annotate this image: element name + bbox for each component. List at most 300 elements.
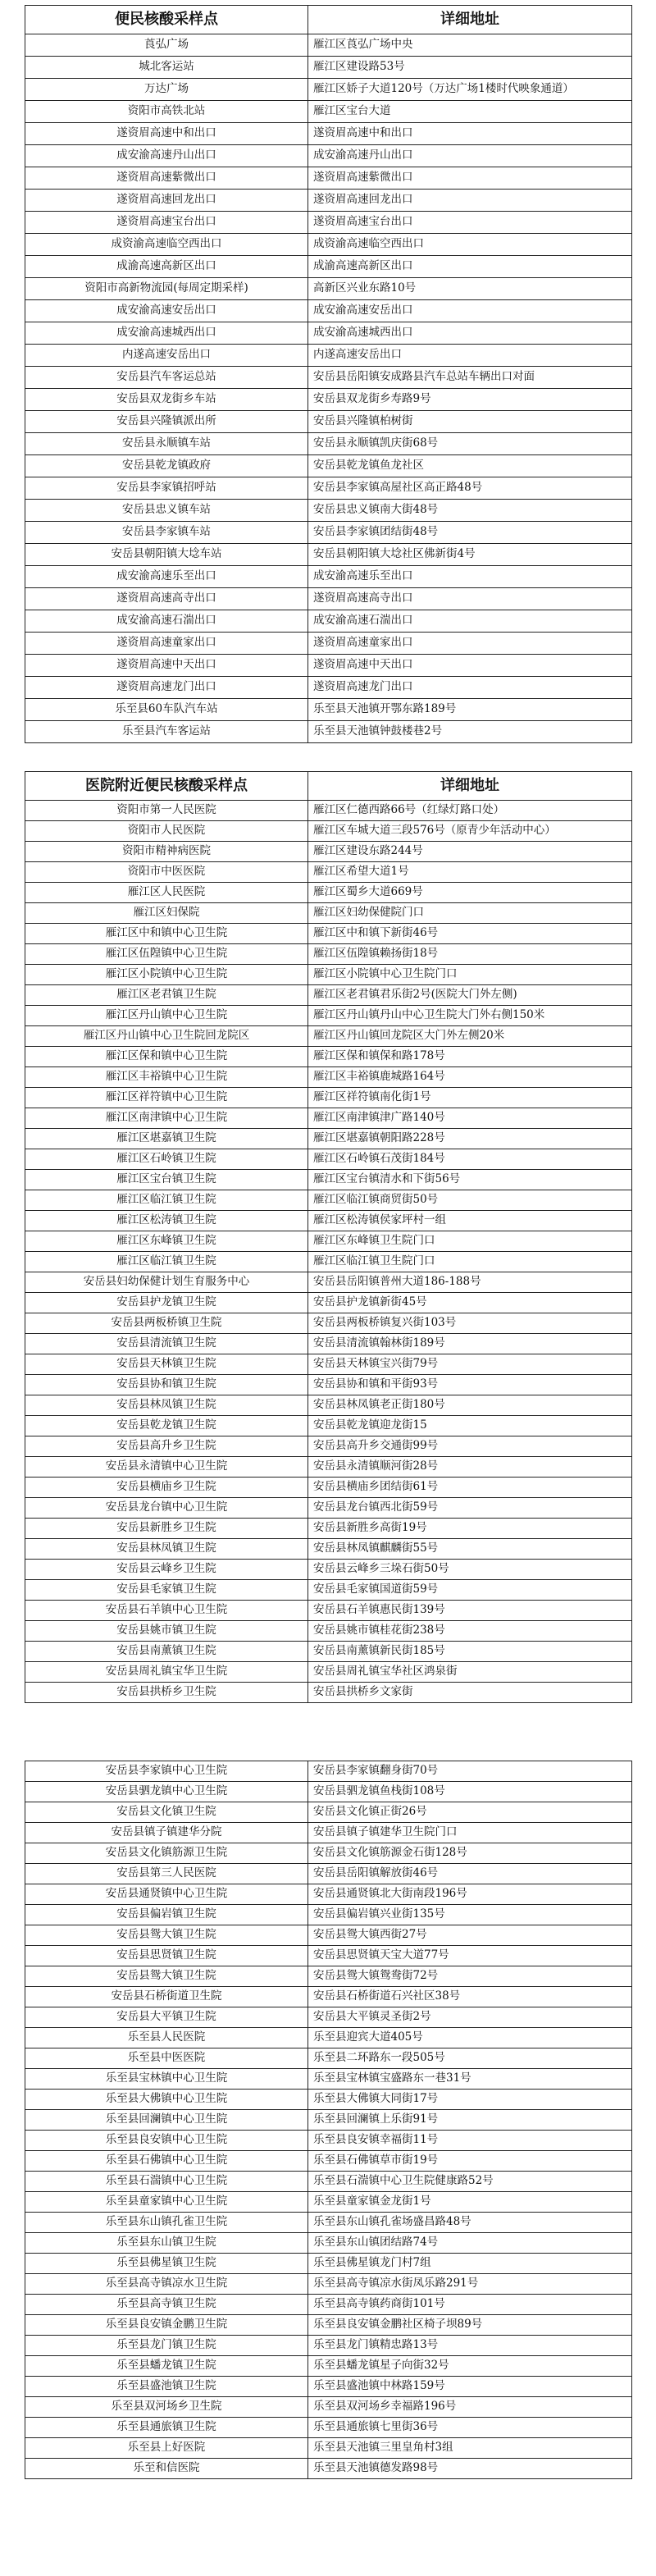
- site-name-cell: 安岳县李家镇车站: [25, 522, 308, 544]
- site-name-cell: 安岳县乾龙镇政府: [25, 455, 308, 477]
- site-name-cell: 乐至县60车队汽车站: [25, 699, 308, 721]
- site-name-cell: 资阳市人民医院: [25, 821, 308, 842]
- table-body: [25, 34, 632, 743]
- table-row: [25, 1864, 632, 1884]
- address-cell: 雁江区宝台大道: [308, 101, 632, 123]
- site-name-cell: 乐至县上好医院: [25, 2438, 308, 2459]
- site-name-cell: 乐至县良安镇中心卫生院: [25, 2131, 308, 2151]
- address-cell: 成安渝高速安岳出口: [308, 300, 632, 322]
- address-cell: 内遂高速安岳出口: [308, 345, 632, 367]
- site-name-cell: 安岳县石桥街道卫生院: [25, 1987, 308, 2007]
- table-row: [25, 655, 632, 677]
- site-name-cell: 雁江区小院镇中心卫生院: [25, 965, 308, 985]
- table-row: [25, 1026, 632, 1047]
- table-row: [25, 2110, 632, 2131]
- table-row: [25, 1211, 632, 1231]
- table-row: [25, 801, 632, 821]
- table-body: [25, 1761, 632, 2479]
- address-cell: 成渝高速高新区出口: [308, 256, 632, 278]
- table-row: [25, 1580, 632, 1601]
- site-name-cell: 安岳县永清镇中心卫生院: [25, 1457, 308, 1478]
- table-row: [25, 1560, 632, 1580]
- site-name-cell: 安岳县南薰镇卫生院: [25, 1642, 308, 1662]
- site-name-cell: 乐至县石湍镇中心卫生院: [25, 2172, 308, 2192]
- table-row: [25, 2295, 632, 2315]
- address-cell: 安岳县周礼镇宝华社区鸿泉街: [308, 1662, 632, 1683]
- table-body: [25, 801, 632, 1703]
- address-cell: 安岳县兴隆镇柏树街: [308, 411, 632, 433]
- site-name-cell: 安岳县第三人民医院: [25, 1864, 308, 1884]
- table-row: [25, 2090, 632, 2110]
- site-name-cell: 乐至县石佛镇中心卫生院: [25, 2151, 308, 2172]
- site-name-cell: 安岳县毛家镇卫生院: [25, 1580, 308, 1601]
- address-cell: 安岳县石桥街道石兴社区38号: [308, 1987, 632, 2007]
- table-row: [25, 1782, 632, 1802]
- site-name-cell: 雁江区人民医院: [25, 883, 308, 903]
- table-row: [25, 2315, 632, 2336]
- site-name-cell: 成安渝高速安岳出口: [25, 300, 308, 322]
- site-name-cell: 安岳县双龙街乡车站: [25, 389, 308, 411]
- table-row: [25, 367, 632, 389]
- site-name-cell: 安岳县横庙乡卫生院: [25, 1478, 308, 1498]
- address-cell: 遂资眉高速童家出口: [308, 633, 632, 655]
- address-cell: 安岳县镇子镇建华卫生院门口: [308, 1823, 632, 1843]
- site-name-cell: 安岳县兴隆镇派出所: [25, 411, 308, 433]
- table-row: [25, 1375, 632, 1395]
- address-cell: 安岳县新胜乡高街19号: [308, 1519, 632, 1539]
- table-row: [25, 699, 632, 721]
- table-row: [25, 1149, 632, 1170]
- table-3: [25, 1761, 632, 2479]
- site-name-cell: 成安渝高速丹山出口: [25, 145, 308, 167]
- table-row: [25, 1252, 632, 1272]
- column-header-address: 详细地址: [308, 6, 632, 34]
- site-name-cell: 安岳县李家镇招呼站: [25, 477, 308, 500]
- table-row: [25, 1498, 632, 1519]
- table-row: [25, 821, 632, 842]
- table-row: [25, 544, 632, 566]
- site-name-cell: 安岳县清流镇卫生院: [25, 1334, 308, 1354]
- address-cell: 乐至县高寺镇药商街101号: [308, 2295, 632, 2315]
- address-cell: 安岳县朝阳镇大埝社区佛新街4号: [308, 544, 632, 566]
- address-cell: 遂资眉高速紫微出口: [308, 167, 632, 190]
- site-name-cell: 乐至县宝林镇中心卫生院: [25, 2069, 308, 2090]
- address-cell: 雁江区东峰镇卫生院门口: [308, 1231, 632, 1252]
- table-row: [25, 1354, 632, 1375]
- address-cell: 安岳县云峰乡三垛石街50号: [308, 1560, 632, 1580]
- table-row: [25, 1395, 632, 1416]
- table-row: [25, 1272, 632, 1293]
- address-cell: 雁江区松涛镇侯家坪村一组: [308, 1211, 632, 1231]
- table-row: [25, 588, 632, 610]
- address-cell: 安岳县石羊镇惠民街139号: [308, 1601, 632, 1621]
- address-cell: 安岳县李家镇高屋社区高正路48号: [308, 477, 632, 500]
- table-row: [25, 1843, 632, 1864]
- site-name-cell: 成安渝高速城西出口: [25, 322, 308, 345]
- site-name-cell: 安岳县协和镇卫生院: [25, 1375, 308, 1395]
- site-name-cell: 雁江区丹山镇中心卫生院回龙院区: [25, 1026, 308, 1047]
- table-row: [25, 167, 632, 190]
- table-row: [25, 433, 632, 455]
- table-row: [25, 389, 632, 411]
- address-cell: 安岳县毛家镇国道街59号: [308, 1580, 632, 1601]
- address-cell: 雁江区丹山镇丹山中心卫生院大门外右侧150米: [308, 1006, 632, 1026]
- site-name-cell: 遂资眉高速中天出口: [25, 655, 308, 677]
- address-cell: 安岳县乾龙镇鱼龙社区: [308, 455, 632, 477]
- address-cell: 乐至县东山镇团结路74号: [308, 2233, 632, 2254]
- address-cell: 雁江区堪嘉镇朝阳路228号: [308, 1129, 632, 1149]
- table-row: [25, 2336, 632, 2356]
- table-row: [25, 522, 632, 544]
- site-name-cell: 安岳县高升乡卫生院: [25, 1436, 308, 1457]
- address-cell: 乐至县二环路东一段505号: [308, 2048, 632, 2069]
- table-row: [25, 862, 632, 883]
- table-row: [25, 2048, 632, 2069]
- site-name-cell: 安岳县护龙镇卫生院: [25, 1293, 308, 1313]
- address-cell: 雁江区车城大道三段576号（原青少年活动中心）: [308, 821, 632, 842]
- site-name-cell: 雁江区伍隍镇中心卫生院: [25, 944, 308, 965]
- sampling-table-2: [25, 771, 631, 1703]
- address-cell: 安岳县李家镇翻身街70号: [308, 1761, 632, 1782]
- table-row: [25, 256, 632, 278]
- table-row: [25, 1190, 632, 1211]
- table-row: [25, 633, 632, 655]
- table-row: [25, 500, 632, 522]
- site-name-cell: 雁江区中和镇中心卫生院: [25, 924, 308, 944]
- site-name-cell: 安岳县云峰乡卫生院: [25, 1560, 308, 1580]
- address-cell: 安岳县李家镇团结街48号: [308, 522, 632, 544]
- address-cell: 雁江区娇子大道120号（万达广场1楼时代映象通道）: [308, 79, 632, 101]
- table-row: [25, 1006, 632, 1026]
- site-name-cell: 安岳县汽车客运总站: [25, 367, 308, 389]
- table-row: [25, 477, 632, 500]
- site-name-cell: 资阳市精神病医院: [25, 842, 308, 862]
- site-name-cell: 乐至县龙门镇卫生院: [25, 2336, 308, 2356]
- address-cell: 安岳县通贤镇北大街南段196号: [308, 1884, 632, 1905]
- site-name-cell: 乐至县通旅镇卫生院: [25, 2418, 308, 2438]
- site-name-cell: 安岳县李家镇中心卫生院: [25, 1761, 308, 1782]
- address-cell: 乐至县宝林镇宝盛路东一巷31号: [308, 2069, 632, 2090]
- table-row: [25, 1662, 632, 1683]
- header-row: [25, 6, 632, 34]
- address-cell: 成安渝高速乐至出口: [308, 566, 632, 588]
- table-row: [25, 1170, 632, 1190]
- site-name-cell: 雁江区老君镇卫生院: [25, 985, 308, 1006]
- site-name-cell: 资阳市中医医院: [25, 862, 308, 883]
- table-row: [25, 455, 632, 477]
- site-name-cell: 成资渝高速临空西出口: [25, 234, 308, 256]
- table-row: [25, 278, 632, 300]
- site-name-cell: 乐至县回澜镇中心卫生院: [25, 2110, 308, 2131]
- address-cell: 乐至县良安镇幸福街11号: [308, 2131, 632, 2151]
- address-cell: 雁江区南津镇津广路140号: [308, 1108, 632, 1129]
- table-row: [25, 2377, 632, 2397]
- table-row: [25, 1108, 632, 1129]
- table-row: [25, 1436, 632, 1457]
- table-row: [25, 190, 632, 212]
- table-row: [25, 566, 632, 588]
- table-row: [25, 944, 632, 965]
- site-name-cell: 安岳县两板桥镇卫生院: [25, 1313, 308, 1334]
- address-cell: 乐至县通旅镇七里街36号: [308, 2418, 632, 2438]
- address-cell: 安岳县永顺镇凯庆街68号: [308, 433, 632, 455]
- table-2: [25, 771, 632, 1703]
- table-row: [25, 234, 632, 256]
- site-name-cell: 遂资眉高速高寺出口: [25, 588, 308, 610]
- address-cell: 雁江区丹山镇回龙院区大门外左侧20米: [308, 1026, 632, 1047]
- address-cell: 乐至县石佛镇草市街19号: [308, 2151, 632, 2172]
- address-cell: 乐至县龙门镇精忠路13号: [308, 2336, 632, 2356]
- address-cell: 乐至县天池镇德发路98号: [308, 2459, 632, 2479]
- table-row: [25, 883, 632, 903]
- address-cell: 乐至县高寺镇凉水街凤乐路291号: [308, 2274, 632, 2295]
- site-name-cell: 城北客运站: [25, 57, 308, 79]
- address-cell: 雁江区妇幼保健院门口: [308, 903, 632, 924]
- table-row: [25, 2131, 632, 2151]
- site-name-cell: 资阳市第一人民医院: [25, 801, 308, 821]
- site-name-cell: 安岳县思贤镇卫生院: [25, 1946, 308, 1966]
- table-row: [25, 985, 632, 1006]
- address-cell: 乐至县天池镇钟鼓楼巷2号: [308, 721, 632, 743]
- table-row: [25, 965, 632, 985]
- table-row: [25, 1088, 632, 1108]
- site-name-cell: 安岳县鸳大镇卫生院: [25, 1966, 308, 1987]
- address-cell: 乐至县石湍镇中心卫生院健康路52号: [308, 2172, 632, 2192]
- table-row: [25, 300, 632, 322]
- table-row: [25, 2254, 632, 2274]
- address-cell: 乐至县天池镇三里皇角村3组: [308, 2438, 632, 2459]
- site-name-cell: 安岳县通贤镇中心卫生院: [25, 1884, 308, 1905]
- site-name-cell: 安岳县林凤镇卫生院: [25, 1539, 308, 1560]
- table-row: [25, 2233, 632, 2254]
- table-row: [25, 610, 632, 633]
- table-row: [25, 1313, 632, 1334]
- address-cell: 雁江区中和镇下新街46号: [308, 924, 632, 944]
- address-cell: 雁江区丰裕镇鹿城路164号: [308, 1067, 632, 1088]
- table-row: [25, 1642, 632, 1662]
- table-row: [25, 34, 632, 57]
- column-header-name: 医院附近便民核酸采样点: [25, 772, 308, 801]
- site-name-cell: 安岳县镇子镇建华分院: [25, 1823, 308, 1843]
- site-name-cell: 安岳县姚市镇卫生院: [25, 1621, 308, 1642]
- address-cell: 成安渝高速城西出口: [308, 322, 632, 345]
- table-row: [25, 79, 632, 101]
- site-name-cell: 遂资眉高速中和出口: [25, 123, 308, 145]
- site-name-cell: 雁江区临江镇卫生院: [25, 1252, 308, 1272]
- address-cell: 雁江区蜀乡大道669号: [308, 883, 632, 903]
- table-row: [25, 212, 632, 234]
- table-row: [25, 1293, 632, 1313]
- site-name-cell: 安岳县龙台镇中心卫生院: [25, 1498, 308, 1519]
- site-name-cell: 乐至县东山镇卫生院: [25, 2233, 308, 2254]
- address-cell: 乐至县盛池镇中林路159号: [308, 2377, 632, 2397]
- address-cell: 雁江区宝台镇清水和下街56号: [308, 1170, 632, 1190]
- address-cell: 遂资眉高速中和出口: [308, 123, 632, 145]
- table-row: [25, 2397, 632, 2418]
- address-cell: 安岳县护龙镇新街45号: [308, 1293, 632, 1313]
- site-name-cell: 雁江区临江镇卫生院: [25, 1190, 308, 1211]
- table-row: [25, 123, 632, 145]
- table-row: [25, 57, 632, 79]
- site-name-cell: 雁江区妇保院: [25, 903, 308, 924]
- site-name-cell: 乐至县汽车客运站: [25, 721, 308, 743]
- table-row: [25, 1925, 632, 1946]
- table-row: [25, 1457, 632, 1478]
- sampling-table-1: [25, 5, 631, 743]
- address-cell: 安岳县大平镇灵圣街2号: [308, 2007, 632, 2028]
- site-name-cell: 乐至县大佛镇中心卫生院: [25, 2090, 308, 2110]
- site-name-cell: 内遂高速安岳出口: [25, 345, 308, 367]
- site-name-cell: 乐至县良安镇金鹏卫生院: [25, 2315, 308, 2336]
- address-cell: 遂资眉高速中天出口: [308, 655, 632, 677]
- site-name-cell: 遂资眉高速龙门出口: [25, 677, 308, 699]
- table-row: [25, 2459, 632, 2479]
- address-cell: 乐至县佛星镇龙门村7组: [308, 2254, 632, 2274]
- address-cell: 乐至县大佛镇大同街17号: [308, 2090, 632, 2110]
- sampling-table-3: [25, 1761, 631, 2479]
- site-name-cell: 安岳县天林镇卫生院: [25, 1354, 308, 1375]
- address-cell: 雁江区保和镇保和路178号: [308, 1047, 632, 1067]
- address-cell: 雁江区仁德西路66号（红绿灯路口处）: [308, 801, 632, 821]
- table-row: [25, 1905, 632, 1925]
- address-cell: 雁江区建设东路244号: [308, 842, 632, 862]
- site-name-cell: 乐至县双河场乡卫生院: [25, 2397, 308, 2418]
- address-cell: 安岳县鸳大镇鸳鸯街72号: [308, 1966, 632, 1987]
- table-row: [25, 2151, 632, 2172]
- address-cell: 雁江区伍隍镇赖扬街18号: [308, 944, 632, 965]
- table-row: [25, 2069, 632, 2090]
- site-name-cell: 安岳县新胜乡卫生院: [25, 1519, 308, 1539]
- site-name-cell: 雁江区丰裕镇中心卫生院: [25, 1067, 308, 1088]
- site-name-cell: 安岳县石羊镇中心卫生院: [25, 1601, 308, 1621]
- site-name-cell: 安岳县妇幼保健计划生育服务中心: [25, 1272, 308, 1293]
- table-row: [25, 1129, 632, 1149]
- address-cell: 安岳县龙台镇西北街59号: [308, 1498, 632, 1519]
- table-row: [25, 1478, 632, 1498]
- table-row: [25, 411, 632, 433]
- site-name-cell: 成渝高速高新区出口: [25, 256, 308, 278]
- table-row: [25, 1884, 632, 1905]
- site-name-cell: 雁江区堪嘉镇卫生院: [25, 1129, 308, 1149]
- address-cell: 安岳县姚市镇桂花街238号: [308, 1621, 632, 1642]
- table-row: [25, 1802, 632, 1823]
- address-cell: 安岳县岳阳镇普州大道186-188号: [308, 1272, 632, 1293]
- table-row: [25, 2007, 632, 2028]
- table-row: [25, 2192, 632, 2213]
- address-cell: 安岳县拱桥乡文家街: [308, 1683, 632, 1703]
- table-row: [25, 924, 632, 944]
- address-cell: 安岳县天林镇宝兴街79号: [308, 1354, 632, 1375]
- address-cell: 雁江区老君镇君乐街2号(医院大门外左侧): [308, 985, 632, 1006]
- table-row: [25, 345, 632, 367]
- site-name-cell: 遂资眉高速宝台出口: [25, 212, 308, 234]
- address-cell: 乐至县东山镇孔雀场盛昌路48号: [308, 2213, 632, 2233]
- table-row: [25, 1539, 632, 1560]
- site-name-cell: 乐至县高寺镇卫生院: [25, 2295, 308, 2315]
- site-name-cell: 安岳县林凤镇卫生院: [25, 1395, 308, 1416]
- table-row: [25, 145, 632, 167]
- site-name-cell: 遂资眉高速紫微出口: [25, 167, 308, 190]
- address-cell: 雁江区小院镇中心卫生院门口: [308, 965, 632, 985]
- site-name-cell: 雁江区南津镇中心卫生院: [25, 1108, 308, 1129]
- address-cell: 遂资眉高速龙门出口: [308, 677, 632, 699]
- address-cell: 高新区兴业东路10号: [308, 278, 632, 300]
- site-name-cell: 安岳县驷龙镇中心卫生院: [25, 1782, 308, 1802]
- table-row: [25, 1683, 632, 1703]
- site-name-cell: 莨弘广场: [25, 34, 308, 57]
- table-row: [25, 1761, 632, 1782]
- site-name-cell: 乐至县人民医院: [25, 2028, 308, 2048]
- site-name-cell: 乐至县东山镇孔雀卫生院: [25, 2213, 308, 2233]
- address-cell: 安岳县横庙乡团结街61号: [308, 1478, 632, 1498]
- site-name-cell: 雁江区丹山镇中心卫生院: [25, 1006, 308, 1026]
- site-name-cell: 乐至县童家镇中心卫生院: [25, 2192, 308, 2213]
- address-cell: 雁江区临江镇卫生院门口: [308, 1252, 632, 1272]
- site-name-cell: 资阳市高铁北站: [25, 101, 308, 123]
- site-name-cell: 雁江区东峰镇卫生院: [25, 1231, 308, 1252]
- address-cell: 安岳县鸳大镇西街27号: [308, 1925, 632, 1946]
- site-name-cell: 安岳县文化镇筋源卫生院: [25, 1843, 308, 1864]
- address-cell: 安岳县偏岩镇兴业街135号: [308, 1905, 632, 1925]
- table-row: [25, 842, 632, 862]
- site-name-cell: 成安渝高速乐至出口: [25, 566, 308, 588]
- table-row: [25, 2213, 632, 2233]
- site-name-cell: 安岳县忠义镇车站: [25, 500, 308, 522]
- address-cell: 雁江区建设路53号: [308, 57, 632, 79]
- site-name-cell: 成安渝高速石湍出口: [25, 610, 308, 633]
- address-cell: 乐至县天池镇开鄂东路189号: [308, 699, 632, 721]
- site-name-cell: 安岳县文化镇卫生院: [25, 1802, 308, 1823]
- site-name-cell: 安岳县拱桥乡卫生院: [25, 1683, 308, 1703]
- site-name-cell: 安岳县朝阳镇大埝车站: [25, 544, 308, 566]
- address-cell: 安岳县林凤镇麒麟街55号: [308, 1539, 632, 1560]
- table-row: [25, 322, 632, 345]
- address-cell: 乐至县回澜镇上乐街91号: [308, 2110, 632, 2131]
- address-cell: 安岳县岳阳镇安成路县汽车总站车辆出口对面: [308, 367, 632, 389]
- site-name-cell: 安岳县偏岩镇卫生院: [25, 1905, 308, 1925]
- site-name-cell: 乐至县高寺镇凉水卫生院: [25, 2274, 308, 2295]
- address-cell: 安岳县文化镇正街26号: [308, 1802, 632, 1823]
- table-row: [25, 1231, 632, 1252]
- table-row: [25, 2438, 632, 2459]
- table-row: [25, 2172, 632, 2192]
- address-cell: 安岳县林凤镇老正街180号: [308, 1395, 632, 1416]
- table-row: [25, 677, 632, 699]
- address-cell: 遂资眉高速高寺出口: [308, 588, 632, 610]
- site-name-cell: 乐至县盛池镇卫生院: [25, 2377, 308, 2397]
- column-header-name: 便民核酸采样点: [25, 6, 308, 34]
- site-name-cell: 乐至县蟠龙镇卫生院: [25, 2356, 308, 2377]
- site-name-cell: 安岳县大平镇卫生院: [25, 2007, 308, 2028]
- address-cell: 安岳县两板桥镇复兴街103号: [308, 1313, 632, 1334]
- address-cell: 安岳县驷龙镇鱼栈街108号: [308, 1782, 632, 1802]
- site-name-cell: 遂资眉高速童家出口: [25, 633, 308, 655]
- table-row: [25, 1987, 632, 2007]
- address-cell: 安岳县乾龙镇迎龙街15: [308, 1416, 632, 1436]
- address-cell: 遂资眉高速宝台出口: [308, 212, 632, 234]
- site-name-cell: 安岳县乾龙镇卫生院: [25, 1416, 308, 1436]
- table-row: [25, 1416, 632, 1436]
- site-name-cell: 雁江区保和镇中心卫生院: [25, 1047, 308, 1067]
- address-cell: 乐至县良安镇金鹏社区椅子坝89号: [308, 2315, 632, 2336]
- site-name-cell: 乐至和信医院: [25, 2459, 308, 2479]
- site-name-cell: 遂资眉高速回龙出口: [25, 190, 308, 212]
- header-row: [25, 772, 632, 801]
- address-cell: 雁江区希望大道1号: [308, 862, 632, 883]
- table-row: [25, 101, 632, 123]
- address-cell: 成安渝高速丹山出口: [308, 145, 632, 167]
- site-name-cell: 资阳市高新物流园(每周定期采样): [25, 278, 308, 300]
